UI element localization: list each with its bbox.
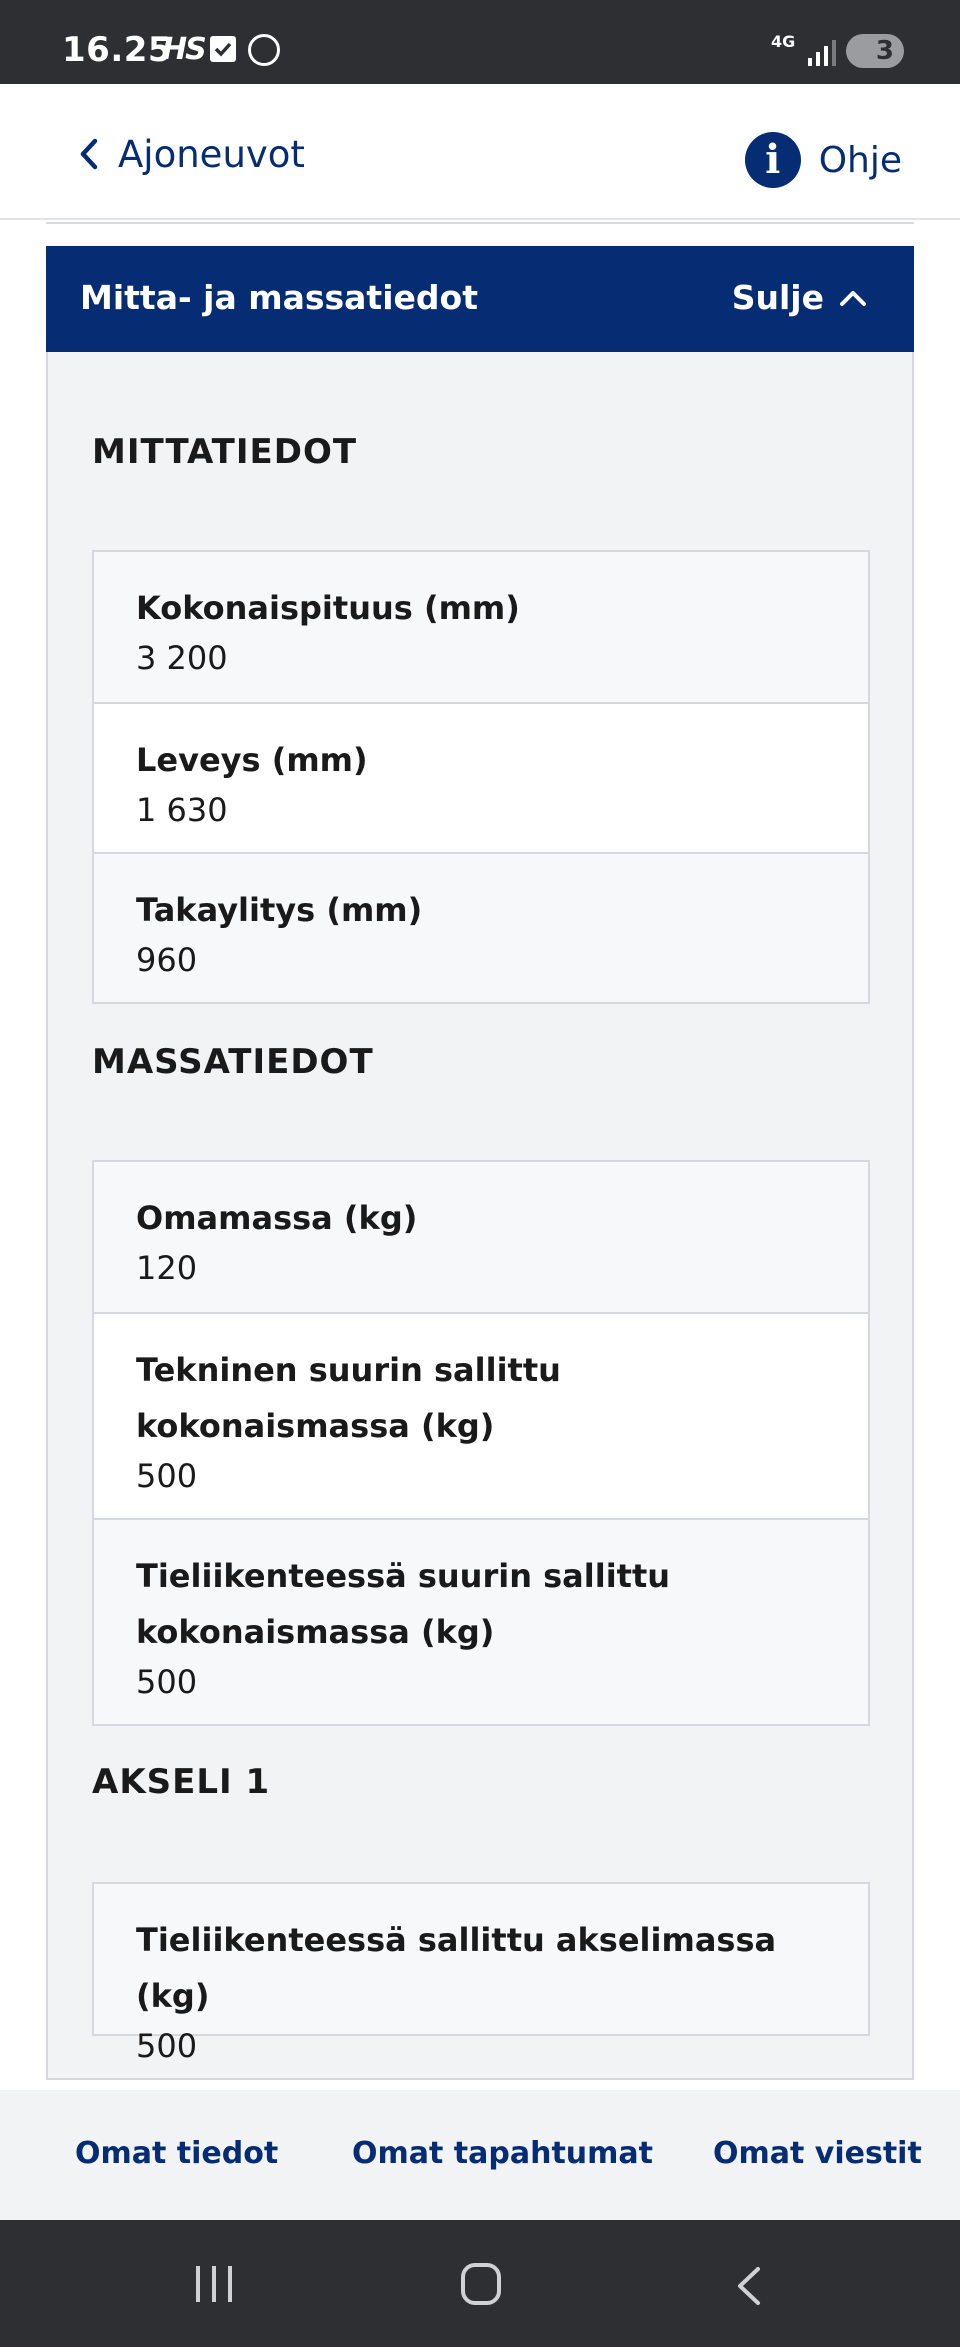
info-value: 1 630 (136, 791, 228, 829)
info-card-mittatiedot (92, 550, 870, 1004)
info-label: Omamassa (kg) (136, 1199, 418, 1237)
main-content[interactable] (0, 220, 960, 2090)
battery-level: 3 (875, 36, 894, 66)
battery-icon (846, 34, 904, 68)
info-row (94, 1884, 868, 2065)
collapse-label: Sulje (731, 278, 824, 317)
system-back-icon[interactable] (734, 2266, 762, 2306)
system-nav-bar (0, 2220, 960, 2347)
accordion-body (46, 352, 914, 2080)
help-label: Ohje (818, 139, 902, 181)
info-label: Kokonaispituus (mm) (136, 589, 520, 627)
info-value: 500 (136, 2027, 198, 2065)
info-value: 500 (136, 1663, 198, 1701)
info-icon: i (745, 132, 801, 188)
info-label: Leveys (mm) (136, 741, 368, 779)
info-label: Tekninen suurin sallittu kokonaismassa (kg) (136, 1351, 561, 1445)
info-card-massatiedot (92, 1160, 870, 1726)
info-card-akseli (92, 1882, 870, 2065)
checkbox-notification-icon (210, 36, 236, 62)
app-header (0, 84, 960, 220)
network-type: 4G (771, 32, 796, 51)
info-label: Tieliikenteessä sallittu akselimassa (kg) (136, 1921, 777, 2015)
info-label: Tieliikenteessä suurin sallittu kokonaismassa (kg) (136, 1557, 671, 1651)
signal-icon (806, 38, 836, 66)
divider (46, 222, 914, 224)
status-time: 16.25 (62, 30, 173, 70)
info-row (94, 1162, 868, 1312)
whatsapp-icon (248, 34, 280, 66)
back-button[interactable] (78, 132, 305, 176)
nav-omat-tapahtumat[interactable]: Omat tapahtumat (352, 2136, 653, 2171)
nav-omat-tiedot[interactable]: Omat tiedot (75, 2136, 279, 2171)
info-value: 120 (136, 1249, 198, 1287)
info-row (94, 852, 868, 1002)
nav-omat-viestit[interactable]: Omat viestit (713, 2136, 922, 2171)
info-row (94, 552, 868, 702)
info-value: 500 (136, 1457, 198, 1495)
info-value: 960 (136, 941, 198, 979)
help-button[interactable] (745, 132, 902, 188)
recent-apps-icon[interactable] (196, 2266, 234, 2302)
accordion-title: Mitta- ja massatiedot (80, 278, 478, 317)
chevron-up-icon (838, 288, 868, 308)
back-label: Ajoneuvot (118, 132, 305, 176)
home-icon[interactable] (461, 2263, 501, 2305)
info-row (94, 1312, 868, 1518)
hs-app-icon: HS (162, 32, 205, 67)
collapse-button[interactable] (732, 278, 868, 317)
info-label: Takaylitys (mm) (136, 891, 423, 929)
accordion-header[interactable] (46, 246, 914, 352)
section-title-massatiedot: MASSATIEDOT (92, 1042, 374, 1082)
bottom-nav (0, 2090, 960, 2220)
info-value: 3 200 (136, 639, 228, 677)
status-bar (0, 0, 960, 84)
info-row (94, 702, 868, 852)
section-title-mittatiedot: MITTATIEDOT (92, 432, 358, 472)
info-row (94, 1518, 868, 1724)
section-title-akseli: AKSELI 1 (92, 1762, 271, 1802)
chevron-left-icon (78, 137, 100, 171)
